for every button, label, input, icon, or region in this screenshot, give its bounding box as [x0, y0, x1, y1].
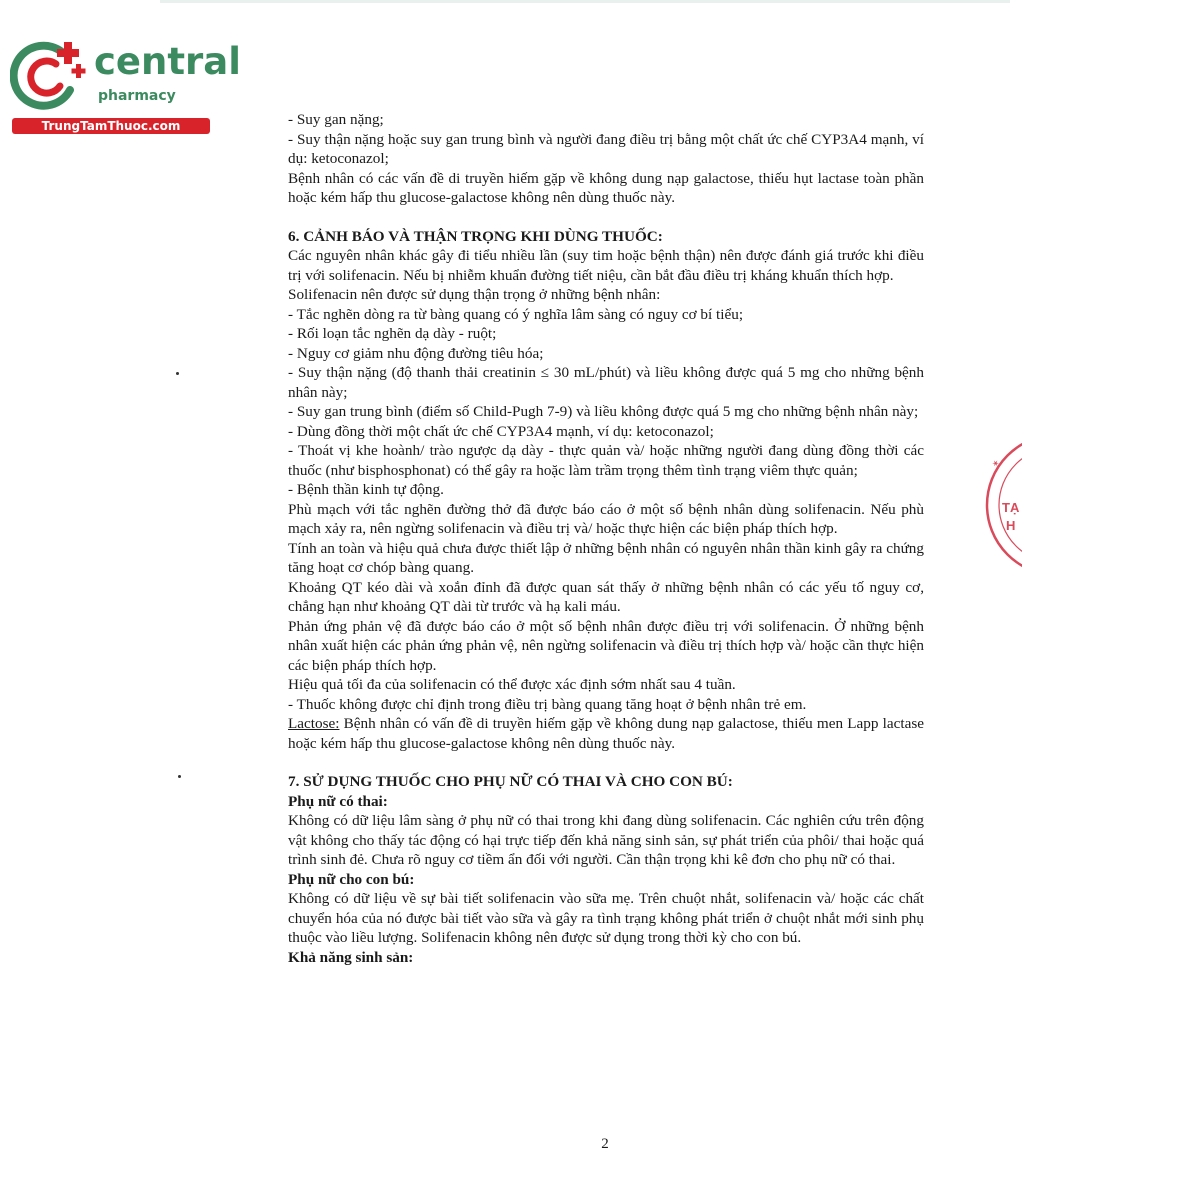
- list-item: - Rối loạn tắc nghẽn dạ dày - ruột;: [288, 325, 497, 342]
- text-paragraph: Phản ứng phản vệ đã được báo cáo ở một số bệnh nhân được điều trị với solifenacin. Ở những bệnh nhân xuất hiện các phản ứng phản vệ, nên ngừng solifenacin và điều trị thích hợp và/ hoặc cần thực hiện các biện pháp thích hợp.: [288, 617, 924, 674]
- text-paragraph: Không có dữ liệu lâm sàng ở phụ nữ có thai trong khi đang dùng solifenacin. Các nghiên cứu trên động vật không cho thấy tác động có hại trực tiếp đến khả năng sinh sản, sự phát triển của phôi/ thai hoặc quá trình sinh đẻ. Chưa rõ nguy cơ tiềm ẩn đối với người. Cần thận trọng khi kê đơn cho phụ nữ có thai.: [288, 812, 924, 868]
- lactose-label: Lactose:: [288, 715, 340, 732]
- lactose-paragraph: [288, 714, 924, 753]
- scan-speck: [176, 372, 179, 375]
- logo-brand-name: central: [94, 40, 241, 83]
- page-number: 2: [601, 1136, 609, 1152]
- text-paragraph: Các nguyên nhân khác gây đi tiểu nhiều lần (suy tim hoặc bệnh thận) nên được đánh giá trước khi điều trị với solifenacin. Nếu bị nhiễm khuẩn đường tiết niệu, cần bắt đầu điều trị kháng khuẩn thích hợp.: [288, 247, 924, 284]
- scan-speck: [178, 775, 181, 778]
- breastfeeding-subheading: Phụ nữ cho con bú:: [288, 870, 415, 888]
- text-paragraph: Solifenacin nên được sử dụng thận trọng ở những bệnh nhân:: [288, 286, 661, 303]
- list-item: - Tắc nghẽn dòng ra từ bàng quang có ý nghĩa lâm sàng có nguy cơ bí tiểu;: [288, 305, 744, 323]
- section-7-heading: 7. SỬ DỤNG THUỐC CHO PHỤ NỮ CÓ THAI VÀ CHO CON BÚ:: [288, 773, 733, 790]
- red-seal-stamp: [982, 430, 1022, 580]
- logo-website-banner: TrungTamThuoc.com: [12, 118, 210, 134]
- list-item: - Thoát vị khe hoành/ trào ngược dạ dày - thực quản và/ hoặc những người đang dùng đồng thời các thuốc (như bisphosphonat) có thể gây ra hoặc làm trầm trọng thêm tình trạng viêm thực quản;: [288, 442, 924, 479]
- svg-text:TẠ: TẠ: [1002, 500, 1020, 515]
- text-paragraph: Không có dữ liệu về sự bài tiết solifenacin vào sữa mẹ. Trên chuột nhắt, solifenacin và/ hoặc các chất chuyển hóa của nó được bài tiết vào sữa và gây ra tình trạng không phát triển ở chuột nhắt mới sinh phụ thuộc vào liều lượng. Solifenacin không nên được sử dụng trong thời kỳ cho con bú.: [288, 890, 924, 946]
- pharmacy-cross-logo-icon: [10, 38, 88, 110]
- central-pharmacy-logo: [10, 38, 241, 138]
- section-6-heading: 6. CẢNH BÁO VÀ THẬN TRỌNG KHI DÙNG THUỐC:: [288, 227, 663, 245]
- document-body: [288, 110, 924, 967]
- svg-text:H: H: [1006, 518, 1016, 533]
- text-paragraph: Bệnh nhân có các vấn đề di truyền hiếm gặp về không dung nạp galactose, thiếu hụt lactase toàn phần hoặc kém hấp thu glucose-galactose không nên dùng thuốc này.: [288, 169, 924, 206]
- pregnant-subheading: Phụ nữ có thai:: [288, 792, 388, 810]
- text-paragraph: Tính an toàn và hiệu quả chưa được thiết lập ở những bệnh nhân có nguyên nhân thần kinh gây ra chứng tăng hoạt cơ chóp bàng quang.: [288, 539, 924, 576]
- list-item: - Dùng đồng thời một chất ức chế CYP3A4 mạnh, ví dụ: ketoconazol;: [288, 422, 714, 440]
- text-line: - Suy gan nặng;: [288, 111, 384, 128]
- list-item: - Suy gan trung bình (điểm số Child-Pugh 7-9) và liều không được quá 5 mg cho những bệnh nhân này;: [288, 403, 919, 420]
- svg-text:✶: ✶: [990, 457, 1002, 470]
- text-paragraph: Khoảng QT kéo dài và xoắn đỉnh đã được quan sát thấy ở những bệnh nhân có các yếu tố nguy cơ, chẳng hạn như khoảng QT dài từ trước và hạ kali máu.: [288, 578, 924, 615]
- text-line: - Suy thận nặng hoặc suy gan trung bình và người đang điều trị bằng một chất ức chế CYP3A4 mạnh, ví dụ: ketoconazol;: [288, 130, 924, 167]
- list-item: - Suy thận nặng (độ thanh thải creatinin ≤ 30 mL/phút) và liều không được quá 5 mg cho những bệnh nhân này;: [288, 364, 924, 401]
- list-item: - Bệnh thần kinh tự động.: [288, 481, 444, 498]
- fertility-subheading: Khả năng sinh sản:: [288, 948, 414, 966]
- text-paragraph: Phù mạch với tắc nghẽn đường thở đã được báo cáo ở một số bệnh nhân dùng solifenacin. Nếu phù mạch xảy ra, nên ngừng solifenacin và điều trị và/ hoặc thực hiện các biện pháp thích hợp.: [288, 500, 924, 537]
- list-item: - Thuốc không được chỉ định trong điều trị bàng quang tăng hoạt ở bệnh nhân trẻ em.: [288, 695, 807, 713]
- logo-brand-subtitle: pharmacy: [98, 88, 176, 104]
- lactose-text: Bệnh nhân có vấn đề di truyền hiếm gặp về không dung nạp galactose, thiếu men Lapp lactase hoặc kém hấp thu glucose-galactose không nên dùng thuốc này.: [288, 715, 924, 752]
- text-paragraph: Hiệu quả tối đa của solifenacin có thể được xác định sớm nhất sau 4 tuần.: [288, 676, 736, 693]
- list-item: - Nguy cơ giảm nhu động đường tiêu hóa;: [288, 344, 544, 362]
- scan-top-edge: [160, 0, 1010, 3]
